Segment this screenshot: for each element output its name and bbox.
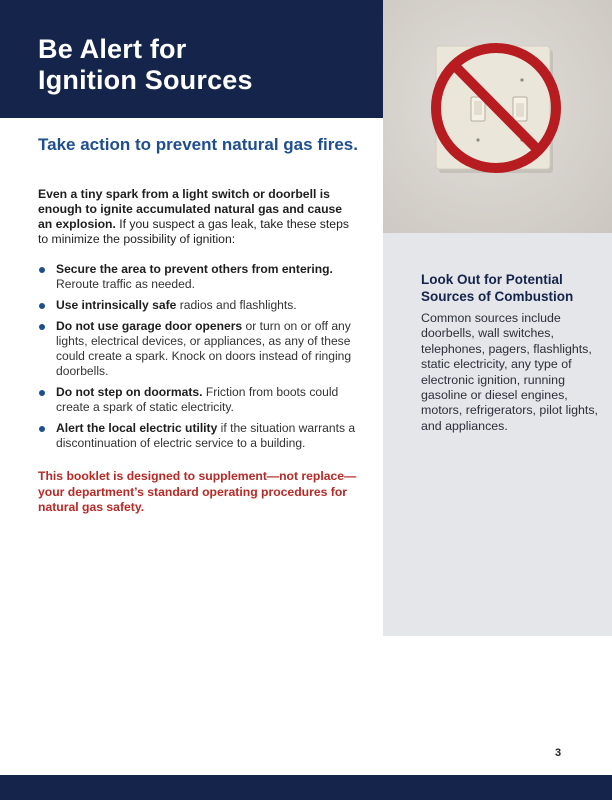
page-title — [38, 34, 368, 96]
bullet-dot-icon — [39, 390, 45, 396]
step-bold: Use intrinsically safe — [56, 298, 177, 312]
bullet-dot-icon — [39, 303, 45, 309]
step-rest: or turn on or off any lights, electrical devices, or appliances, as any of these could create a spark. Knock on doors instead of ringing doorbells. — [56, 319, 352, 378]
step-bold: Alert the local electric utility — [56, 421, 218, 435]
no-light-switch-photo — [383, 0, 612, 233]
list-item — [38, 262, 363, 292]
intro-bold: Even a tiny spark from a light switch or doorbell is enough to ignite accumulated natural gas and cause an explosion. — [38, 187, 343, 231]
sidebar-title-line-1: Look Out for Potential — [421, 272, 563, 287]
step-rest: radios and flashlights. — [176, 298, 297, 312]
list-item — [38, 319, 363, 379]
list-item — [38, 385, 363, 415]
step-bold: Do not use garage door openers — [56, 319, 243, 333]
intro-paragraph — [38, 187, 358, 247]
supplement-note: This booklet is designed to supplement—not replace—your department’s standard operating procedures for natural gas safety. — [38, 469, 357, 514]
page-number: 3 — [554, 747, 562, 759]
sidebar-panel — [383, 233, 612, 636]
page-title-line-1: Be Alert for — [38, 34, 187, 64]
list-item — [38, 421, 363, 451]
no-light-switch-icon — [383, 0, 612, 233]
step-rest: Reroute traffic as needed. — [56, 277, 195, 291]
sidebar-body: Common sources include doorbells, wall switches, telephones, pagers, flashlights, static electricity, any type of electronic ignition, running gasoline or diesel engines, motors, refrigerators, pilot lights, and appliances. — [421, 311, 598, 433]
list-item — [38, 298, 363, 313]
step-bold: Do not step on doormats. — [56, 385, 203, 399]
section-subtitle: Take action to prevent natural gas fires. — [38, 135, 358, 154]
bullet-dot-icon — [39, 324, 45, 330]
step-rest: Friction from boots could create a spark of static electricity. — [56, 385, 339, 414]
page-title-line-2: Ignition Sources — [38, 65, 253, 95]
sidebar-title-line-2: Sources of Combustion — [421, 289, 574, 304]
step-bold: Secure the area to prevent others from entering. — [56, 262, 333, 276]
footer-band — [0, 775, 612, 800]
sidebar-title — [421, 271, 601, 305]
step-rest: if the situation warrants a discontinuation of electric service to a building. — [56, 421, 356, 450]
bullet-dot-icon — [39, 267, 45, 273]
steps-list — [38, 262, 363, 457]
bullet-dot-icon — [39, 426, 45, 432]
intro-rest: If you suspect a gas leak, take these steps to minimize the possibility of ignition: — [38, 217, 349, 246]
